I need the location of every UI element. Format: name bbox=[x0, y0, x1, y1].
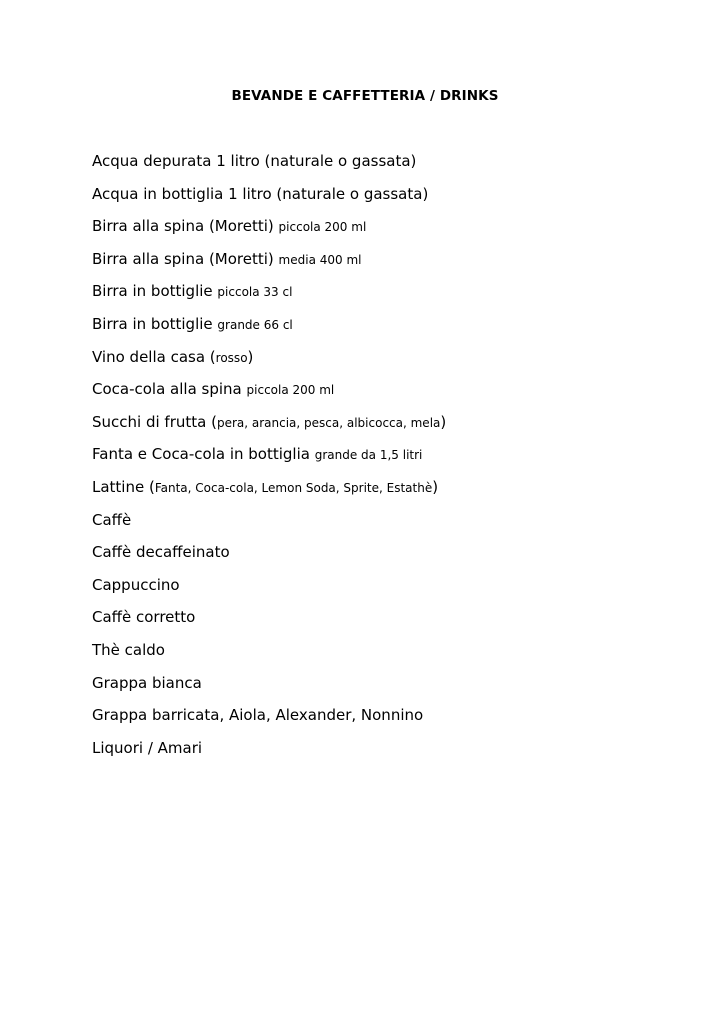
item-closing-paren: ) bbox=[247, 347, 254, 366]
item-name: Caffè bbox=[92, 510, 132, 529]
item-name: Birra in bottiglie bbox=[92, 314, 218, 333]
list-item bbox=[92, 150, 446, 183]
item-name: Acqua depurata 1 litro (naturale o gassata) bbox=[92, 152, 417, 170]
item-name: Liquori / Amari bbox=[92, 738, 203, 757]
drinks-list bbox=[92, 150, 446, 769]
item-name: Birra in bottiglie bbox=[92, 282, 218, 301]
item-note: piccola 200 ml bbox=[278, 220, 367, 235]
list-item bbox=[92, 476, 446, 509]
item-name: Coca-cola alla spina bbox=[92, 380, 247, 399]
item-name: Lattine ( bbox=[92, 477, 155, 496]
item-note: grande da 1,5 litri bbox=[314, 448, 423, 463]
item-name: Grappa bianca bbox=[92, 673, 202, 692]
item-name: Birra alla spina (Moretti) bbox=[92, 217, 279, 236]
item-note: piccola 200 ml bbox=[246, 383, 335, 398]
item-name: Cappuccino bbox=[92, 575, 180, 594]
item-name: Succhi di frutta ( bbox=[92, 412, 217, 431]
list-item bbox=[92, 248, 446, 281]
list-item bbox=[92, 411, 446, 444]
list-item bbox=[92, 574, 446, 607]
item-name: Grappa barricata, Aiola, Alexander, Nonnino bbox=[92, 706, 424, 725]
list-item bbox=[92, 443, 446, 476]
list-item bbox=[92, 509, 446, 542]
list-item bbox=[92, 606, 446, 639]
list-item bbox=[92, 215, 446, 248]
item-note: piccola 33 cl bbox=[217, 285, 293, 300]
item-name: Acqua in bottiglia 1 litro (naturale o gassata) bbox=[92, 184, 429, 203]
item-note: rosso bbox=[215, 350, 248, 365]
item-name: Vino della casa ( bbox=[92, 347, 216, 366]
item-closing-paren: ) bbox=[432, 477, 439, 496]
page-title: BEVANDE E CAFFETTERIA / DRINKS bbox=[231, 88, 499, 104]
list-item bbox=[92, 346, 446, 379]
item-note: media 400 ml bbox=[278, 252, 362, 267]
item-name: Birra alla spina (Moretti) bbox=[92, 249, 279, 268]
item-note: Fanta, Coca-cola, Lemon Soda, Sprite, Estathè bbox=[154, 480, 433, 495]
item-note: pera, arancia, pesca, albicocca, mela bbox=[216, 415, 441, 430]
list-item bbox=[92, 737, 446, 770]
list-item bbox=[92, 183, 446, 216]
list-item bbox=[92, 541, 446, 574]
item-name: Thè caldo bbox=[92, 640, 165, 659]
list-item bbox=[92, 672, 446, 705]
list-item bbox=[92, 280, 446, 313]
item-note: grande 66 cl bbox=[217, 317, 293, 332]
item-name: Caffè decaffeinato bbox=[92, 543, 230, 562]
list-item bbox=[92, 704, 446, 737]
list-item bbox=[92, 378, 446, 411]
item-name: Fanta e Coca-cola in bottiglia bbox=[92, 445, 315, 464]
item-closing-paren: ) bbox=[440, 412, 447, 431]
item-name: Caffè corretto bbox=[92, 608, 196, 627]
list-item bbox=[92, 639, 446, 672]
list-item bbox=[92, 313, 446, 346]
